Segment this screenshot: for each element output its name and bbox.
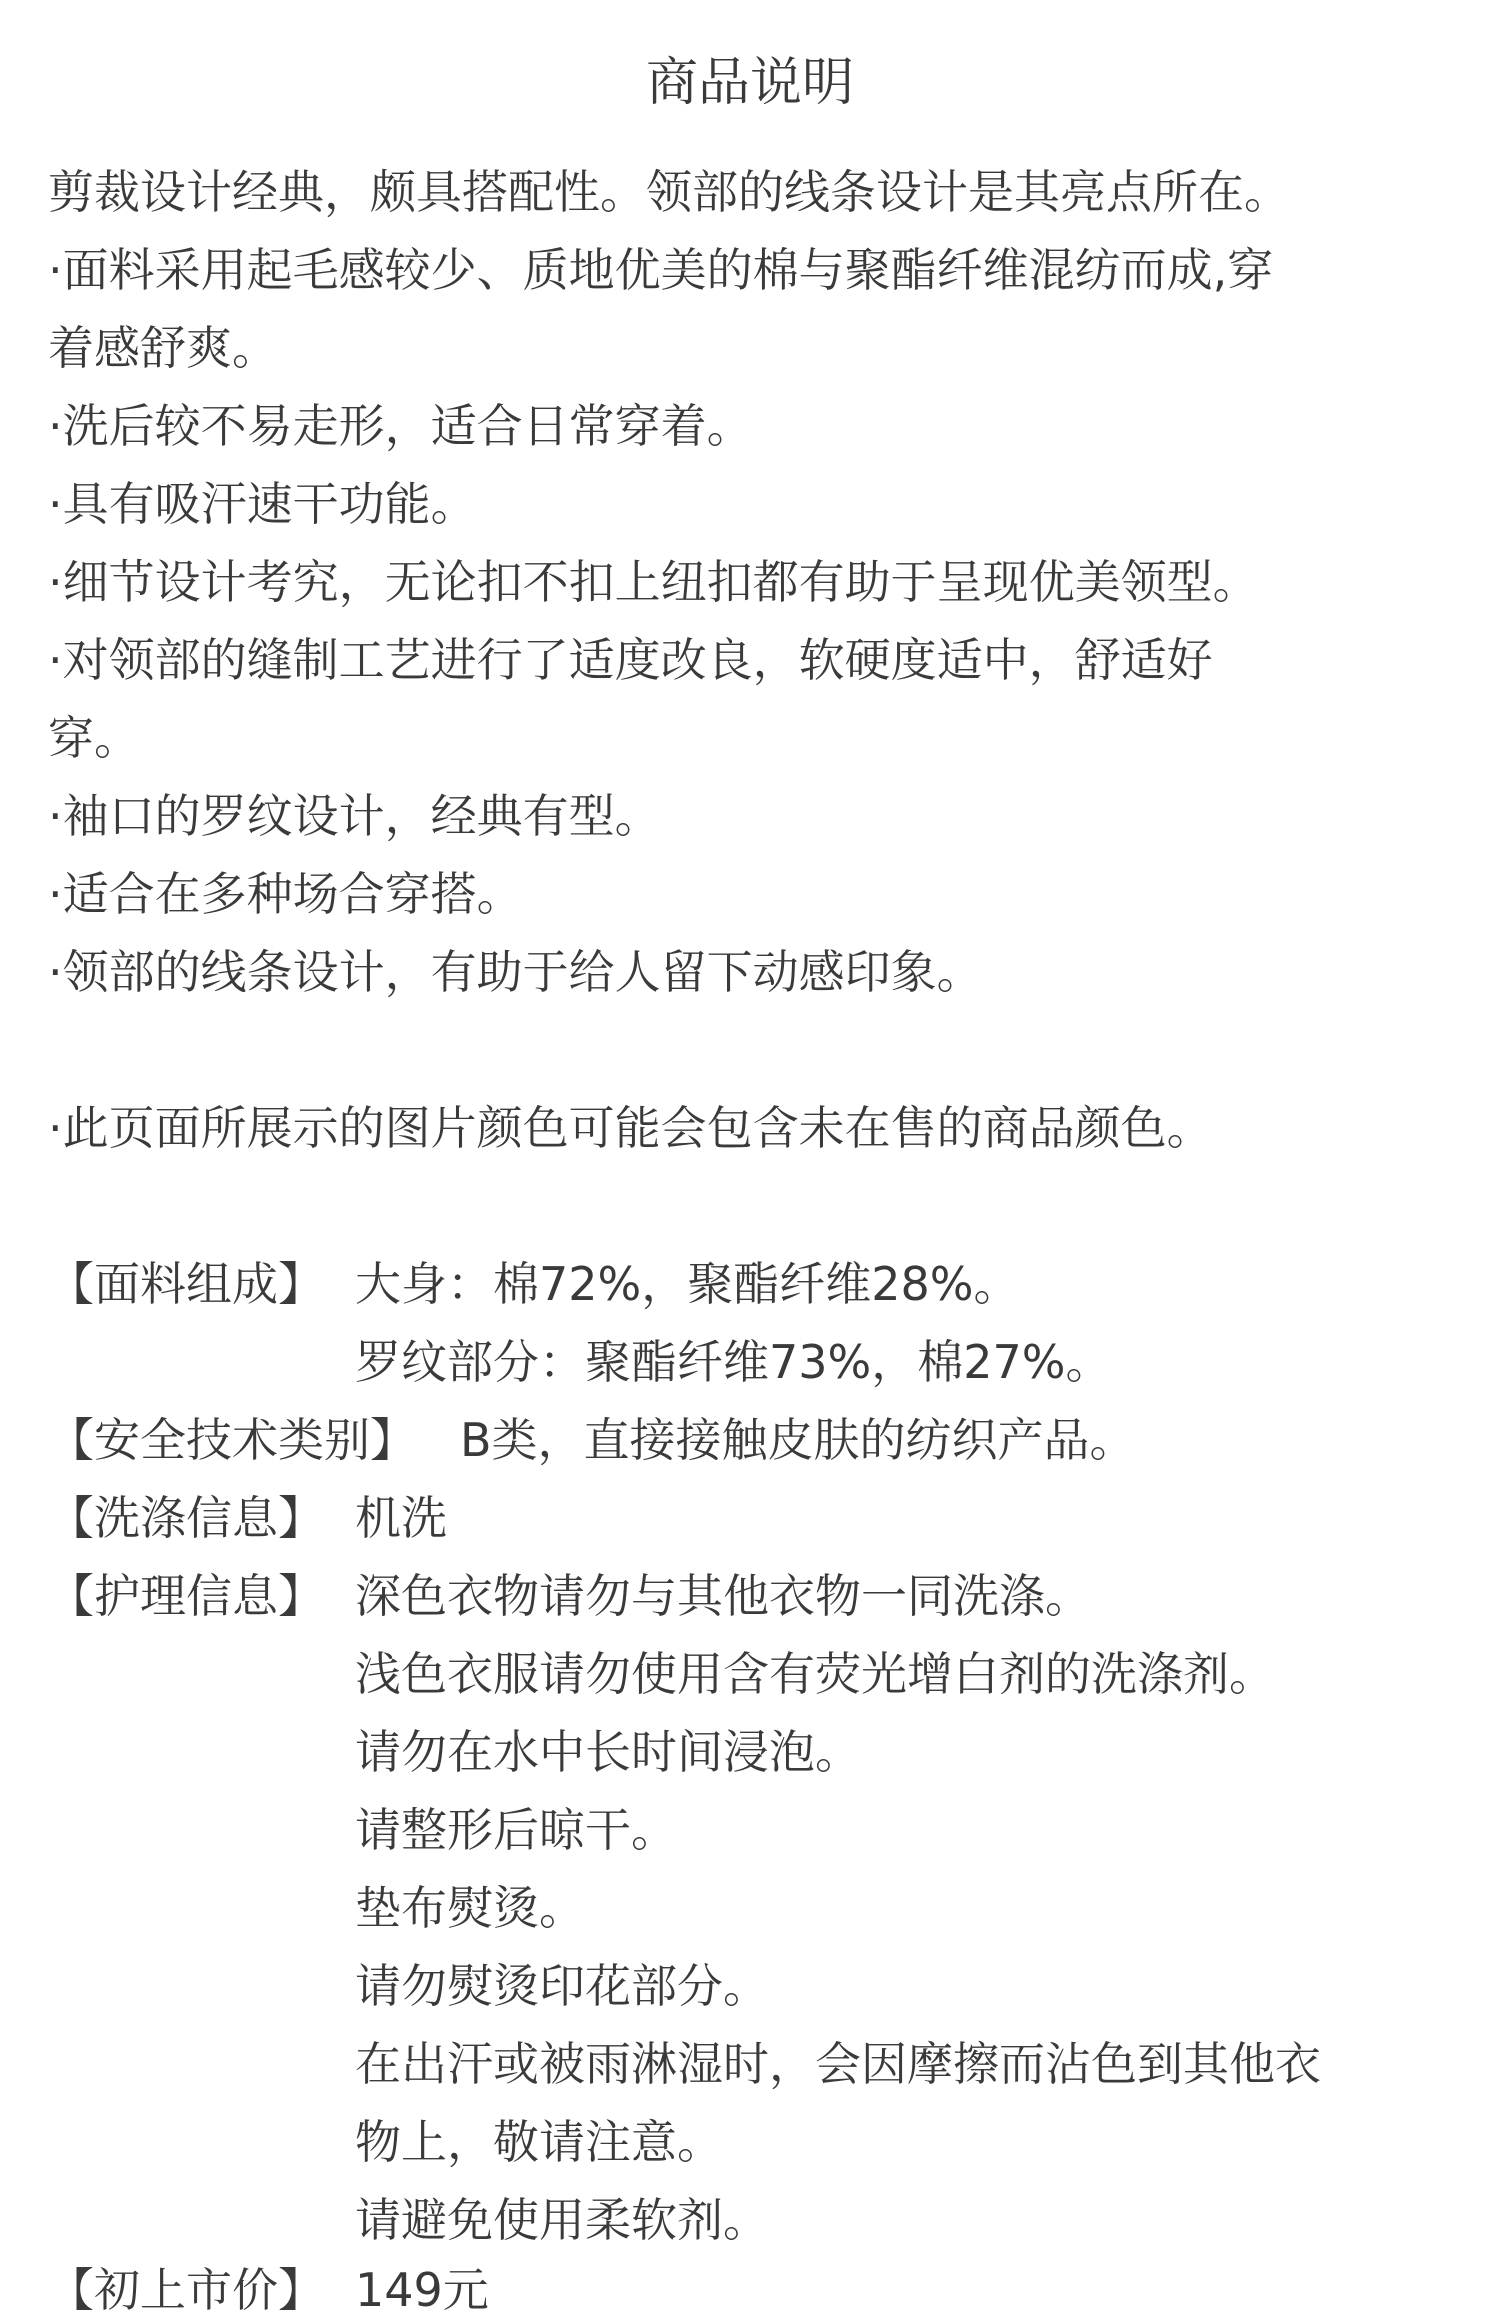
care-line: 垫布熨烫。: [355, 1881, 585, 1935]
intro-line: ·面料采用起毛感较少、质地优美的棉与聚酯纤维混纺而成,穿: [48, 243, 1274, 297]
care-line: 在出汗或被雨淋湿时，会因摩擦而沾色到其他衣: [355, 2037, 1321, 2091]
intro-line: 着感舒爽。: [48, 321, 278, 375]
safety-label: 【安全技术类别】: [48, 1413, 416, 1467]
care-line: 物上，敬请注意。: [355, 2115, 723, 2169]
intro-line: ·洗后较不易走形，适合日常穿着。: [48, 399, 753, 453]
wash-value: 机洗: [355, 1491, 447, 1545]
care-line: 请整形后晾干。: [355, 1803, 677, 1857]
intro-line: ·具有吸汗速干功能。: [48, 477, 477, 531]
care-line: 请勿熨烫印花部分。: [355, 1959, 769, 2013]
fabric-value: 罗纹部分：聚酯纤维73%，棉27%。: [355, 1335, 1112, 1389]
intro-line: ·对领部的缝制工艺进行了适度改良，软硬度适中，舒适好: [48, 633, 1213, 687]
care-line: 深色衣物请勿与其他衣物一同洗涤。: [355, 1569, 1091, 1623]
price-value: 149元: [355, 2263, 489, 2317]
intro-line: 穿。: [48, 711, 140, 765]
wash-label: 【洗涤信息】: [48, 1491, 324, 1545]
care-line: 浅色衣服请勿使用含有荧光增白剂的洗涤剂。: [355, 1647, 1275, 1701]
intro-line: ·细节设计考究，无论扣不扣上纽扣都有助于呈现优美领型。: [48, 555, 1259, 609]
intro-line: 剪裁设计经典，颇具搭配性。领部的线条设计是其亮点所在。: [48, 165, 1290, 219]
page-title: 商品说明: [645, 53, 854, 113]
color-disclaimer: ·此页面所展示的图片颜色可能会包含未在售的商品颜色。: [48, 1101, 1213, 1155]
care-line: 请勿在水中长时间浸泡。: [355, 1725, 861, 1779]
intro-line: ·适合在多种场合穿搭。: [48, 867, 523, 921]
intro-line: ·领部的线条设计，有助于给人留下动感印象。: [48, 945, 983, 999]
fabric-label: 【面料组成】: [48, 1257, 324, 1311]
safety-value: B类，直接接触皮肤的纺织产品。: [460, 1413, 1136, 1467]
price-label: 【初上市价】: [48, 2263, 324, 2317]
fabric-value: 大身：棉72%，聚酯纤维28%。: [355, 1257, 1020, 1311]
care-label: 【护理信息】: [48, 1569, 324, 1623]
care-line: 请避免使用柔软剂。: [355, 2193, 769, 2247]
intro-line: ·袖口的罗纹设计，经典有型。: [48, 789, 661, 843]
